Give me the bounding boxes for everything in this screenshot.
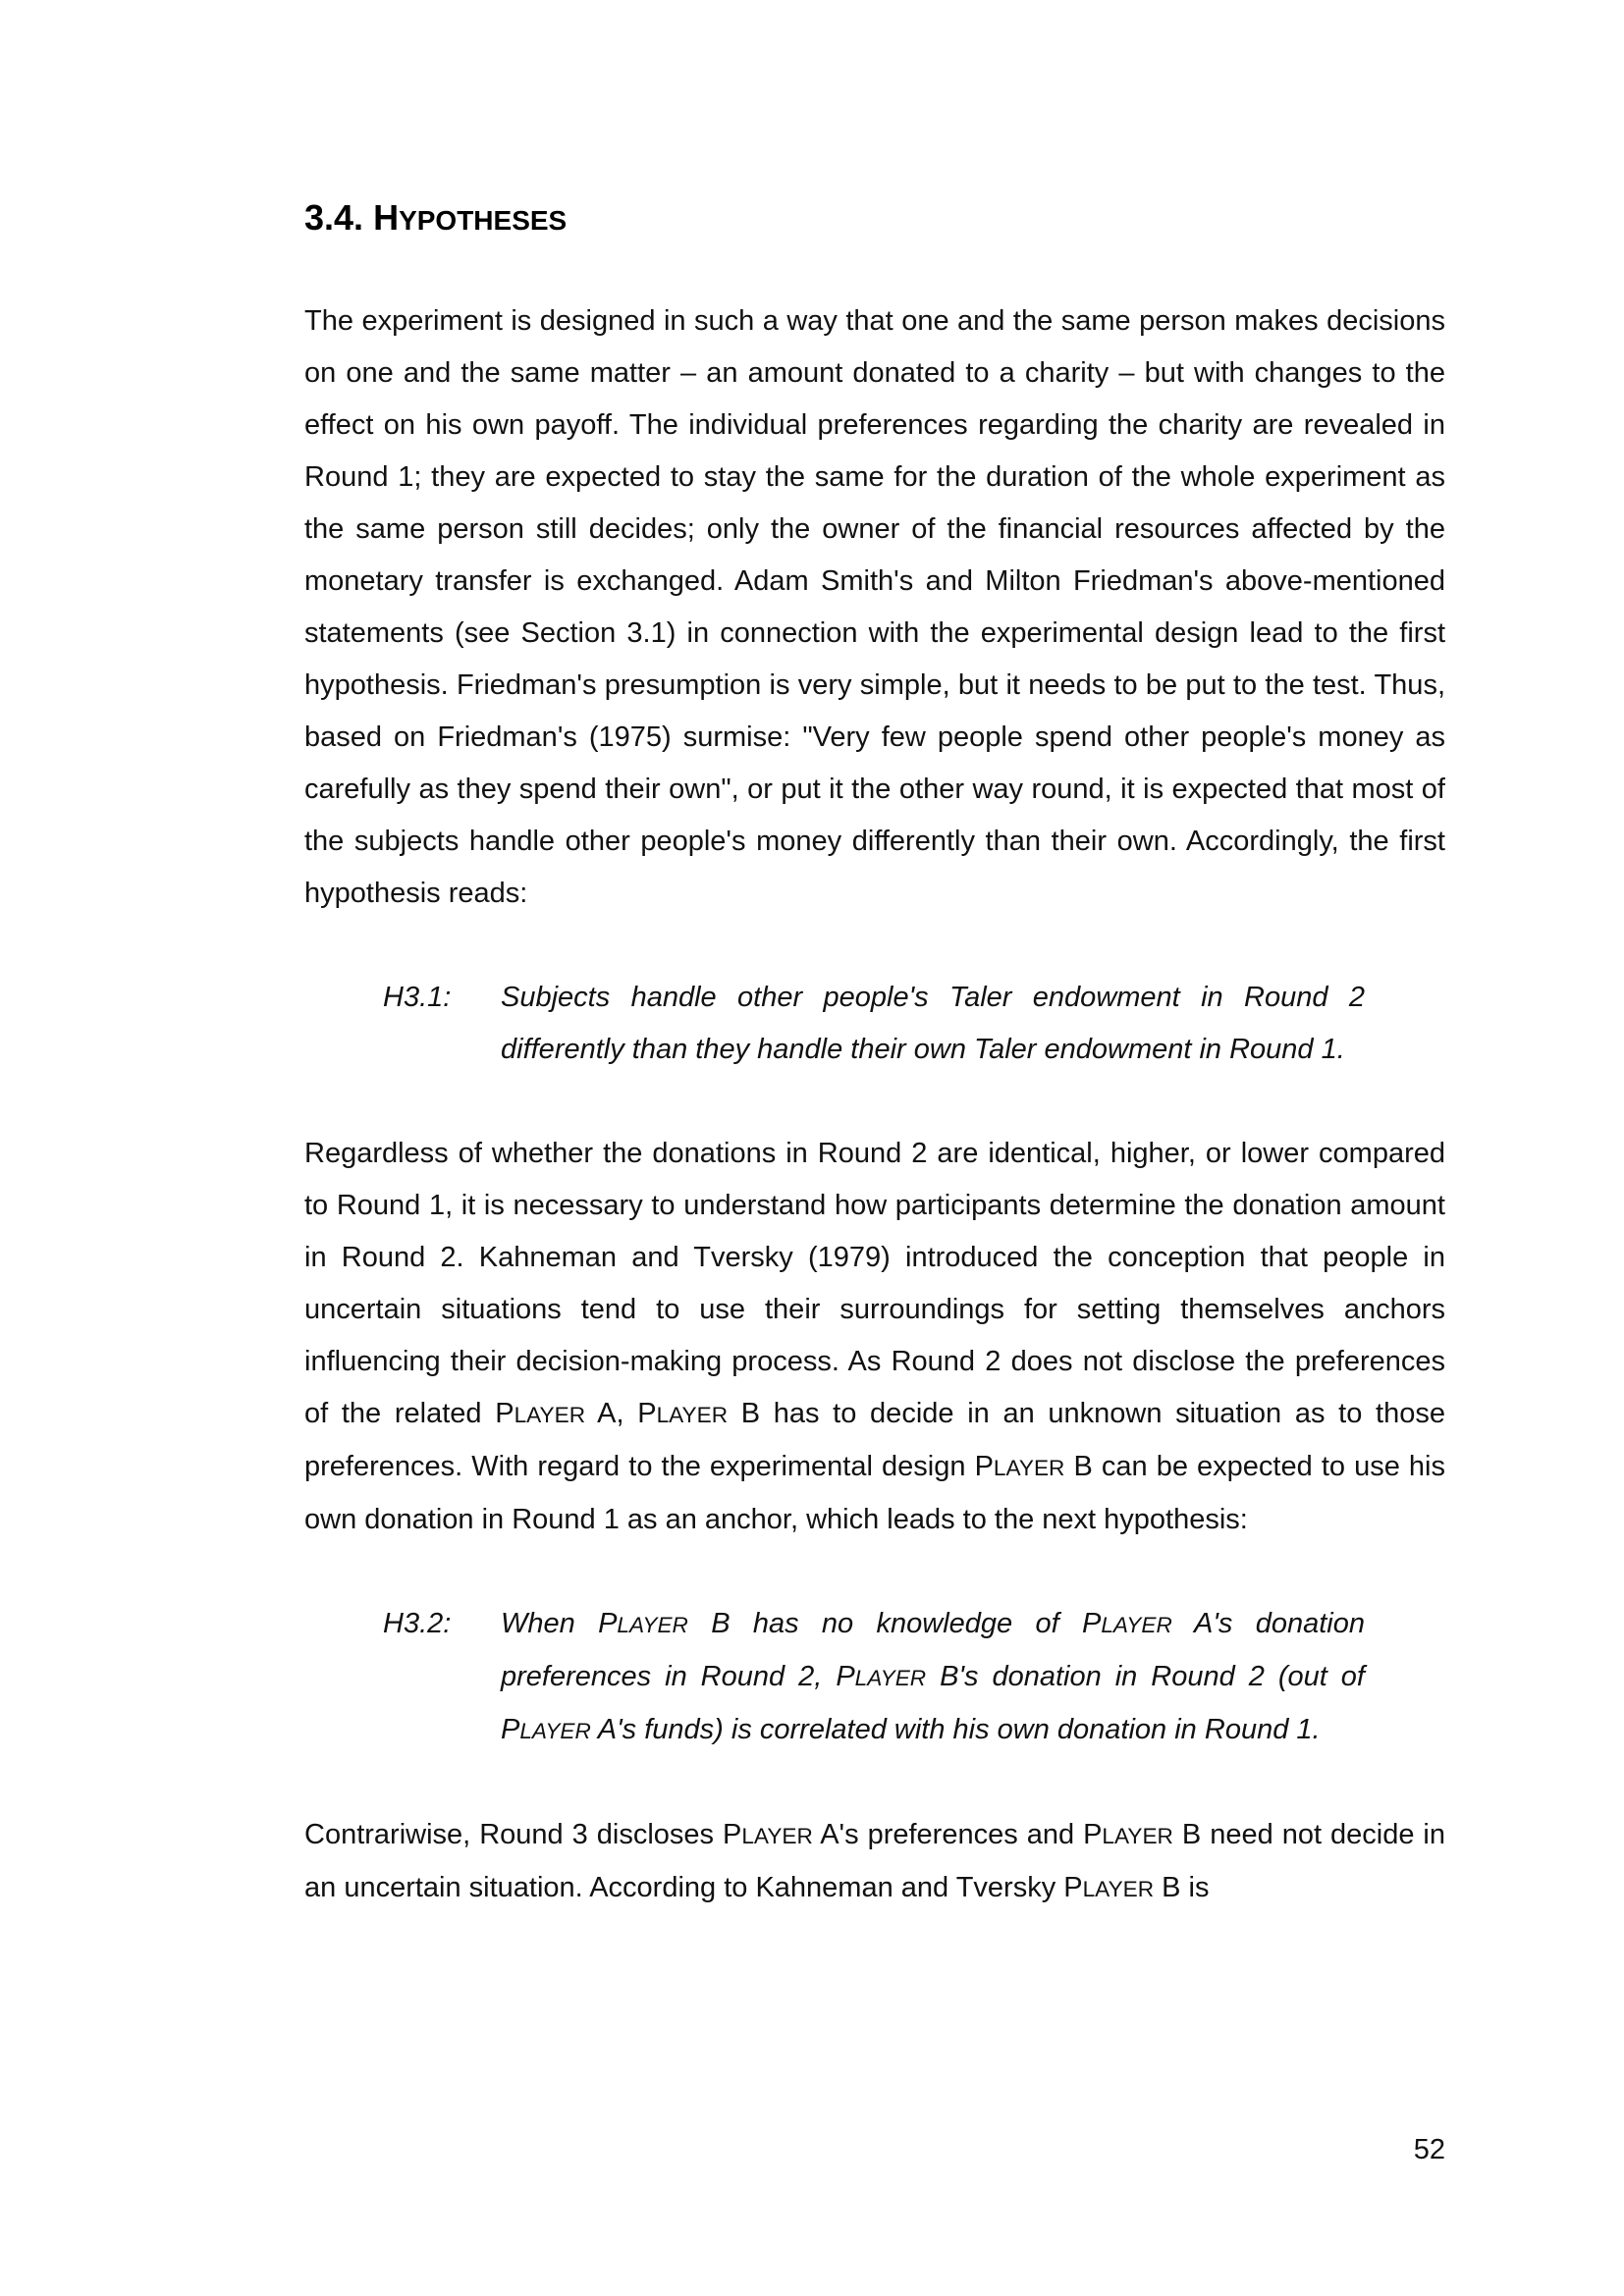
player-term: PLAYER	[974, 1451, 1065, 1482]
text-run: B has no knowledge of	[687, 1608, 1082, 1639]
player-term: PLAYER	[1063, 1872, 1155, 1903]
document-page	[304, 191, 1445, 1915]
player-term: PLAYER	[723, 1819, 813, 1850]
text-run: A's preferences and	[812, 1819, 1084, 1850]
text-run: A's donation preferences in Round 2,	[501, 1608, 1365, 1692]
player-term: PLAYER	[598, 1608, 688, 1639]
paragraph-1: The experiment is designed in such a way that one and the same person makes decisions on one and the same matter – an amount donated to a charity – but with changes to the effect on his own payoff. The individual preferences regarding the charity are revealed in Round 1; they are expected to stay the same for the duration of the whole experiment as the same person still decides; only the owner of the financial resources affected by the monetary transfer is exchanged. Adam Smith's and Milton Friedman's above-mentioned statements (see Section 3.1) in connection with the experimental design lead to the first hypothesis. Friedman's presumption is very simple, but it needs to be put to the test. Thus, based on Friedman's (1975) surmise: "Very few people spend other people's money as carefully as they spend their own", or put it the other way round, it is expected that most of the subjects handle other people's money differently than their own. Accordingly, the first hypothesis reads:	[304, 305, 1445, 909]
hypothesis-3-2	[383, 1598, 1365, 1757]
section-number: 3.4.	[304, 197, 364, 238]
player-term: PLAYER	[637, 1398, 729, 1429]
text-run: B's donation in Round 2 (out of	[926, 1661, 1365, 1692]
text-run: B need not decide in an uncertain situation. According to Kahneman and Tversky	[304, 1819, 1446, 1903]
text-run: B has to decide in an unknown situation as to those preferences. With regard to the experimental design	[304, 1398, 1445, 1482]
player-term: PLAYER	[501, 1714, 591, 1745]
spacer	[304, 1757, 1445, 1809]
player-term: PLAYER	[495, 1398, 586, 1429]
text-run: Regardless of whether the donations in Round 2 are identical, higher, or lower compared to Round 1, it is necessary to understand how participants determine the donation amount in Round 2. Kahneman and Tversky (1979) introduced the conception that people in uncertain situations tend to use their surroundings for setting themselves anchors influencing their decision-making process. As Round 2 does not disclose the preferences of the related	[304, 1138, 1445, 1429]
paragraph-3	[304, 1809, 1445, 1915]
text-run: When	[501, 1608, 599, 1639]
player-term: PLAYER	[836, 1661, 927, 1692]
heading-initial: H	[373, 197, 400, 238]
text-run: B is	[1154, 1872, 1210, 1903]
hypothesis-label: H3.1:	[383, 982, 452, 1013]
hypothesis-3-1	[383, 972, 1365, 1076]
hypothesis-text	[501, 1598, 1365, 1757]
text-run: A,	[585, 1398, 638, 1429]
text-run: Contrariwise, Round 3 discloses	[304, 1819, 724, 1850]
text-run: B can be expected to use his own donation in Round 1 as an anchor, which leads to the next hypothesis:	[304, 1451, 1445, 1535]
paragraph-2	[304, 1128, 1445, 1546]
section-heading	[304, 191, 1445, 243]
spacer	[304, 1546, 1445, 1598]
heading-smallcaps: YPOTHESES	[399, 205, 568, 236]
hypothesis-text: Subjects handle other people's Taler endowment in Round 2 differently than they handle their own Taler endowment in Round 1.	[501, 982, 1365, 1065]
player-term: PLAYER	[1081, 1608, 1172, 1639]
hypothesis-label: H3.2:	[383, 1608, 452, 1639]
text-run: A's funds) is correlated with his own donation in Round 1.	[590, 1714, 1321, 1745]
spacer	[304, 1076, 1445, 1128]
page-number: 52	[1413, 2134, 1445, 2165]
spacer	[304, 920, 1445, 972]
player-term: PLAYER	[1083, 1819, 1173, 1850]
